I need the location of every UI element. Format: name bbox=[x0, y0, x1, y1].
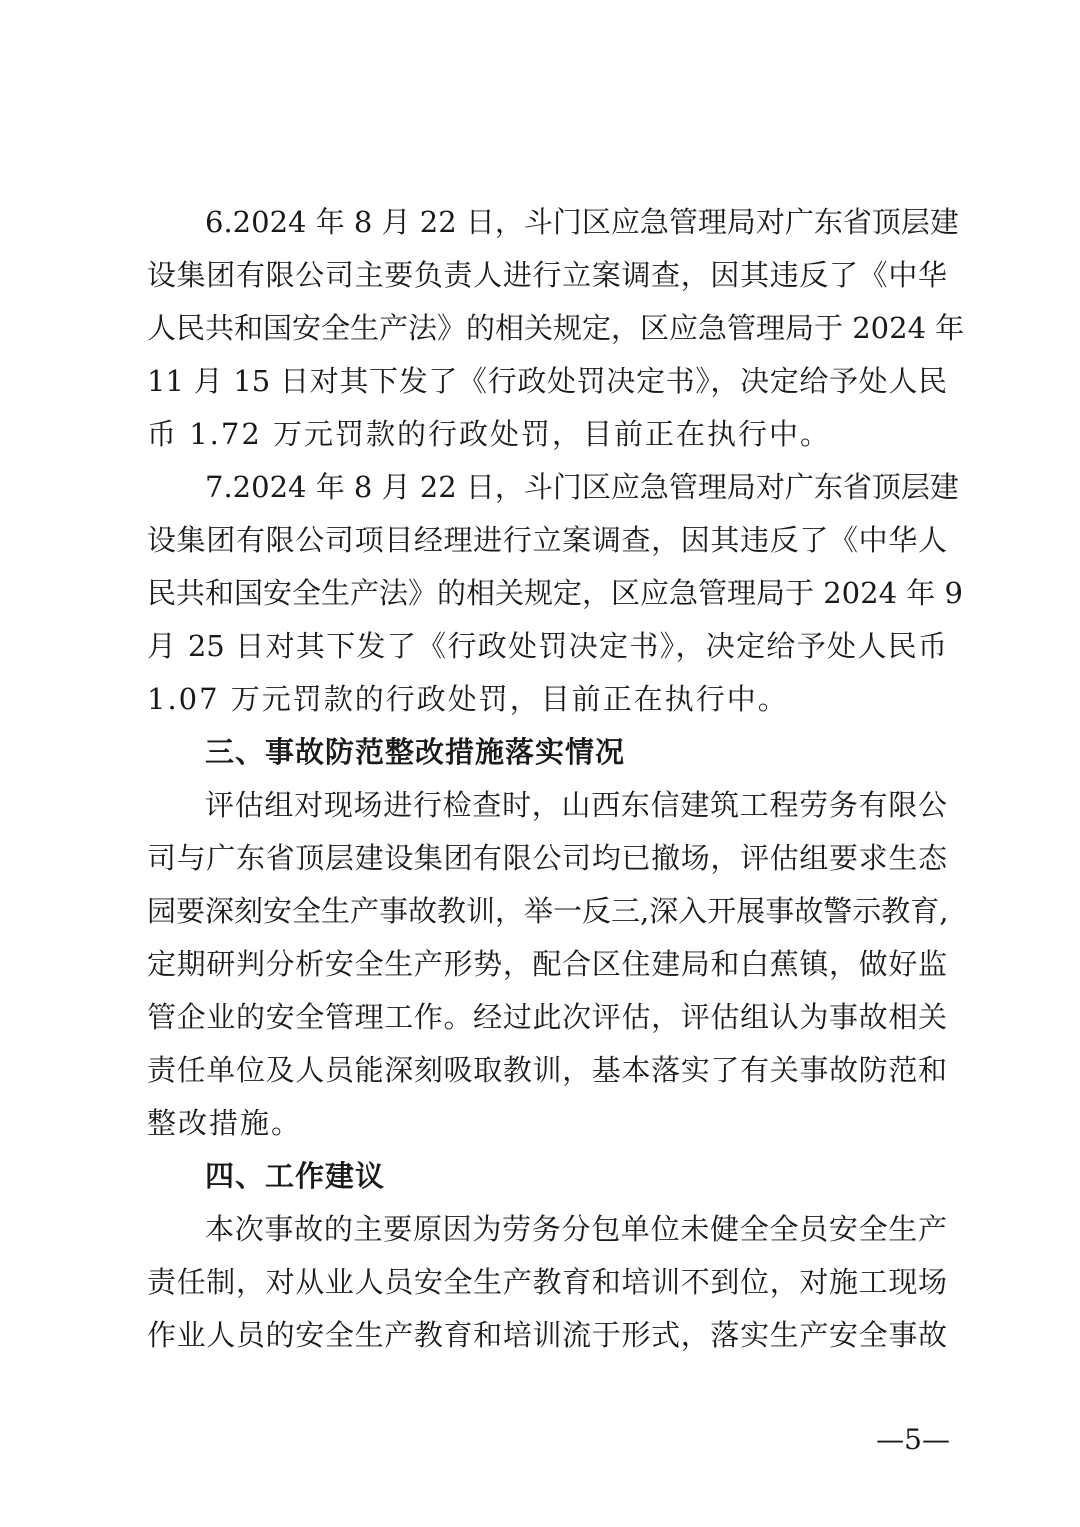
section-4-line-3: 作业人员的安全生产教育和培训流于形式，落实生产安全事故 bbox=[147, 1318, 947, 1352]
page-number: —5— bbox=[876, 1423, 950, 1456]
paragraph-7-line-2: 设集团有限公司项目经理进行立案调查，因其违反了《中华人 bbox=[147, 523, 947, 557]
paragraph-6-line-4: 11 月 15 日对其下发了《行政处罚决定书》，决定给予处人民 bbox=[147, 364, 947, 398]
section-4-line-1: 本次事故的主要原因为劳务分包单位未健全全员安全生产 bbox=[205, 1212, 947, 1246]
paragraph-6-line-5: 币 1.72 万元罚款的行政处罚，目前正在执行中。 bbox=[147, 417, 832, 451]
section-3-line-3: 园要深刻安全生产事故教训，举一反三,深入开展事故警示教育, bbox=[147, 894, 949, 928]
section-3-line-2: 司与广东省顶层建设集团有限公司均已撤场，评估组要求生态 bbox=[147, 841, 947, 875]
paragraph-7-line-5: 1.07 万元罚款的行政处罚，目前正在执行中。 bbox=[147, 682, 789, 716]
paragraph-7-line-4: 月 25 日对其下发了《行政处罚决定书》，决定给予处人民币 bbox=[147, 629, 947, 663]
section-3-line-7: 整改措施。 bbox=[147, 1106, 303, 1140]
section-3-line-4: 定期研判分析安全生产形势，配合区住建局和白蕉镇，做好监 bbox=[147, 947, 947, 981]
paragraph-7-line-3: 民共和国安全生产法》的相关规定，区应急管理局于 2024 年 9 bbox=[147, 576, 963, 610]
paragraph-6-line-1: 6.2024 年 8 月 22 日，斗门区应急管理局对广东省顶层建 bbox=[205, 205, 959, 239]
section-heading-3: 三、事故防范整改措施落实情况 bbox=[205, 735, 626, 769]
section-3-line-6: 责任单位及人员能深刻吸取教训，基本落实了有关事故防范和 bbox=[147, 1053, 947, 1087]
paragraph-6-line-2: 设集团有限公司主要负责人进行立案调查，因其违反了《中华 bbox=[147, 258, 947, 292]
section-4-line-2: 责任制，对从业人员安全生产教育和培训不到位，对施工现场 bbox=[147, 1265, 947, 1299]
paragraph-6-line-3: 人民共和国安全生产法》的相关规定，区应急管理局于 2024 年 bbox=[147, 311, 965, 345]
section-heading-4: 四、工作建议 bbox=[205, 1159, 386, 1193]
section-3-line-1: 评估组对现场进行检查时，山西东信建筑工程劳务有限公 bbox=[205, 788, 947, 822]
section-3-line-5: 管企业的安全管理工作。经过此次评估，评估组认为事故相关 bbox=[147, 1000, 947, 1034]
paragraph-7-line-1: 7.2024 年 8 月 22 日，斗门区应急管理局对广东省顶层建 bbox=[205, 470, 959, 504]
